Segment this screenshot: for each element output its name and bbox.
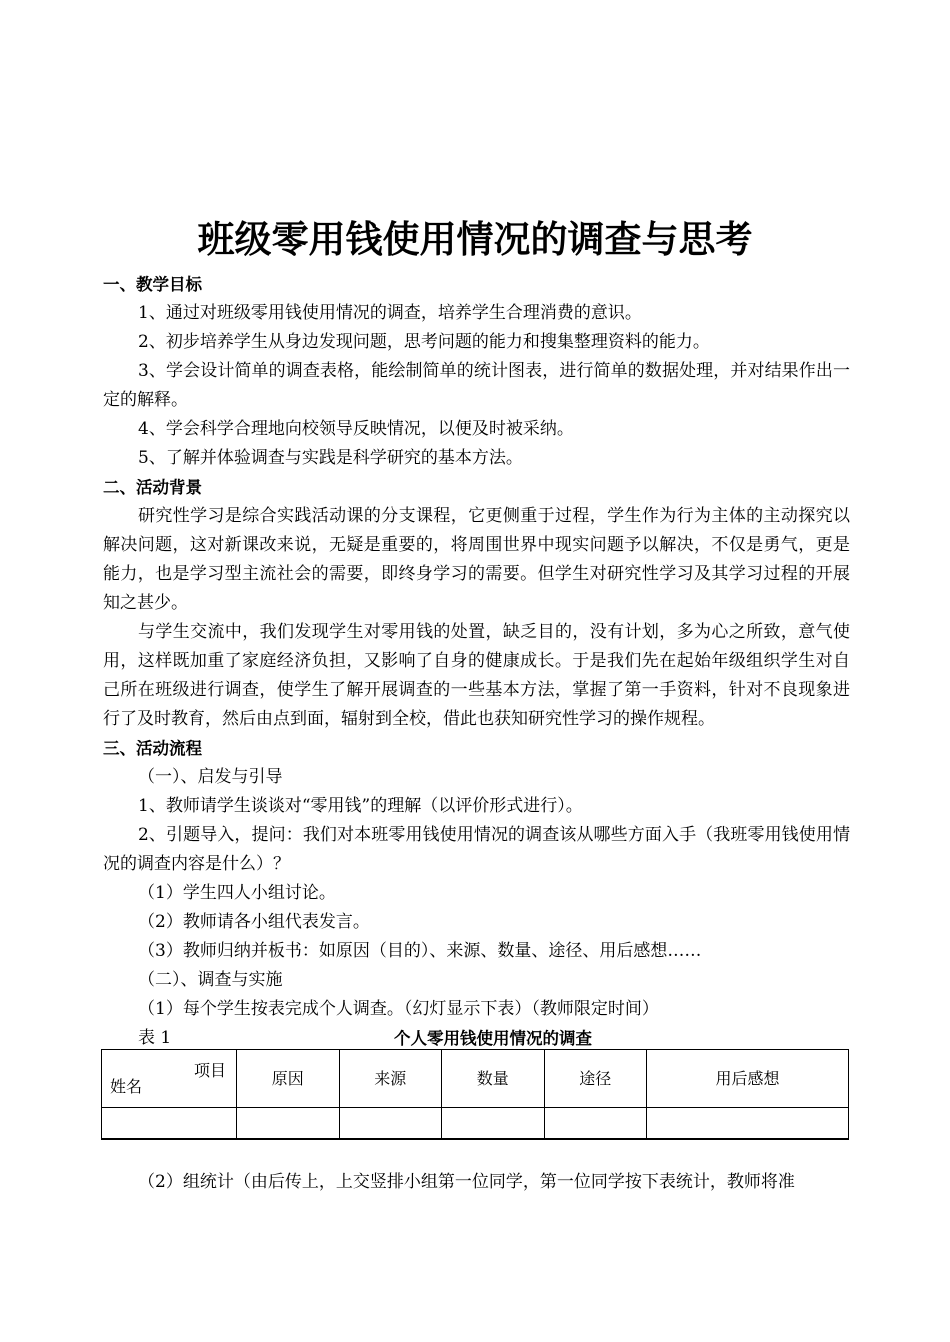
section-heading: 一、教学目标: [103, 275, 202, 294]
paragraph: （1）每个学生按表完成个人调查。（幻灯显示下表）（教师限定时间）: [138, 999, 659, 1019]
document-body: [103, 270, 850, 1197]
paragraph: （1）学生四人小组讨论。: [138, 883, 336, 903]
column-header: 原因: [237, 1050, 340, 1108]
paragraph: 2、引题导入，提问：我们对本班零用钱使用情况的调查该从哪些方面入手（我班零用钱使用情况的调查内容是什么）？: [103, 825, 850, 874]
section-heading: 三、活动流程: [103, 739, 202, 758]
paragraph: 3、学会设计简单的调查表格，能绘制简单的统计图表，进行简单的数据处理，并对结果作出一定的解释。: [103, 361, 850, 410]
section-heading: 二、活动背景: [103, 478, 202, 497]
column-header: 途径: [544, 1050, 647, 1108]
column-header: 数量: [442, 1050, 545, 1108]
paragraph: 1、通过对班级零用钱使用情况的调查，培养学生合理消费的意识。: [138, 303, 642, 323]
paragraph: 5、了解并体验调查与实践是科学研究的基本方法。: [138, 448, 523, 468]
paragraph: 与学生交流中，我们发现学生对零用钱的处置，缺乏目的，没有计划，多为心之所致，意气使用，这样既加重了家庭经济负担，又影响了自身的健康成长。于是我们先在起始年级组织学生对自己所在班级进行调查，使学生了解开展调查的一些基本方法，掌握了第一手资料，针对不良现象进行了及时教育，然后由点到面，辐射到全校，借此也获知研究性学习的操作规程。: [103, 622, 850, 729]
diagonal-header-top: 项目: [193, 1061, 226, 1080]
table-number: 表 1: [138, 1028, 172, 1048]
paragraph: （2）组统计（由后传上，上交竖排小组第一位同学，第一位同学按下表统计，教师将准: [138, 1172, 795, 1192]
table-row: [102, 1108, 849, 1140]
table-cell: [339, 1108, 442, 1140]
diagonal-header-bottom: 姓名: [110, 1077, 143, 1096]
survey-table: [101, 1049, 849, 1140]
table-cell: [647, 1108, 849, 1140]
table-cell: [442, 1108, 545, 1140]
paragraph: 4、学会科学合理地向校领导反映情况，以便及时被采纳。: [138, 419, 574, 439]
page-title: 班级零用钱使用情况的调查与思考: [197, 218, 753, 261]
paragraph: （3）教师归纳并板书：如原因（目的）、来源、数量、途径、用后感想……: [138, 941, 702, 961]
table-cell: [102, 1108, 237, 1140]
column-header: 用后感想: [647, 1050, 849, 1108]
table-cell: [544, 1108, 647, 1140]
paragraph: 研究性学习是综合实践活动课的分支课程，它更侧重于过程，学生作为行为主体的主动探究以解决问题，这对新课改来说，无疑是重要的，将周围世界中现实问题予以解决，不仅是勇气，更是能力，也是学习型主流社会的需要，即终身学习的需要。但学生对研究性学习及其学习过程的开展知之甚少。: [103, 506, 850, 613]
table-header-row: [102, 1050, 849, 1108]
paragraph: 1、教师请学生谈谈对“零用钱”的理解（以评价形式进行）。: [138, 796, 583, 816]
diagonal-header-cell: [102, 1050, 237, 1108]
paragraph: （一）、启发与引导: [138, 767, 283, 787]
table-cell: [237, 1108, 340, 1140]
paragraph: 2、初步培养学生从身边发现问题，思考问题的能力和搜集整理资料的能力。: [138, 332, 710, 352]
table-title: 个人零用钱使用情况的调查: [394, 1029, 592, 1048]
paragraph: （二）、调查与实施: [138, 970, 283, 990]
paragraph: （2）教师请各小组代表发言。: [138, 912, 370, 932]
column-header: 来源: [339, 1050, 442, 1108]
